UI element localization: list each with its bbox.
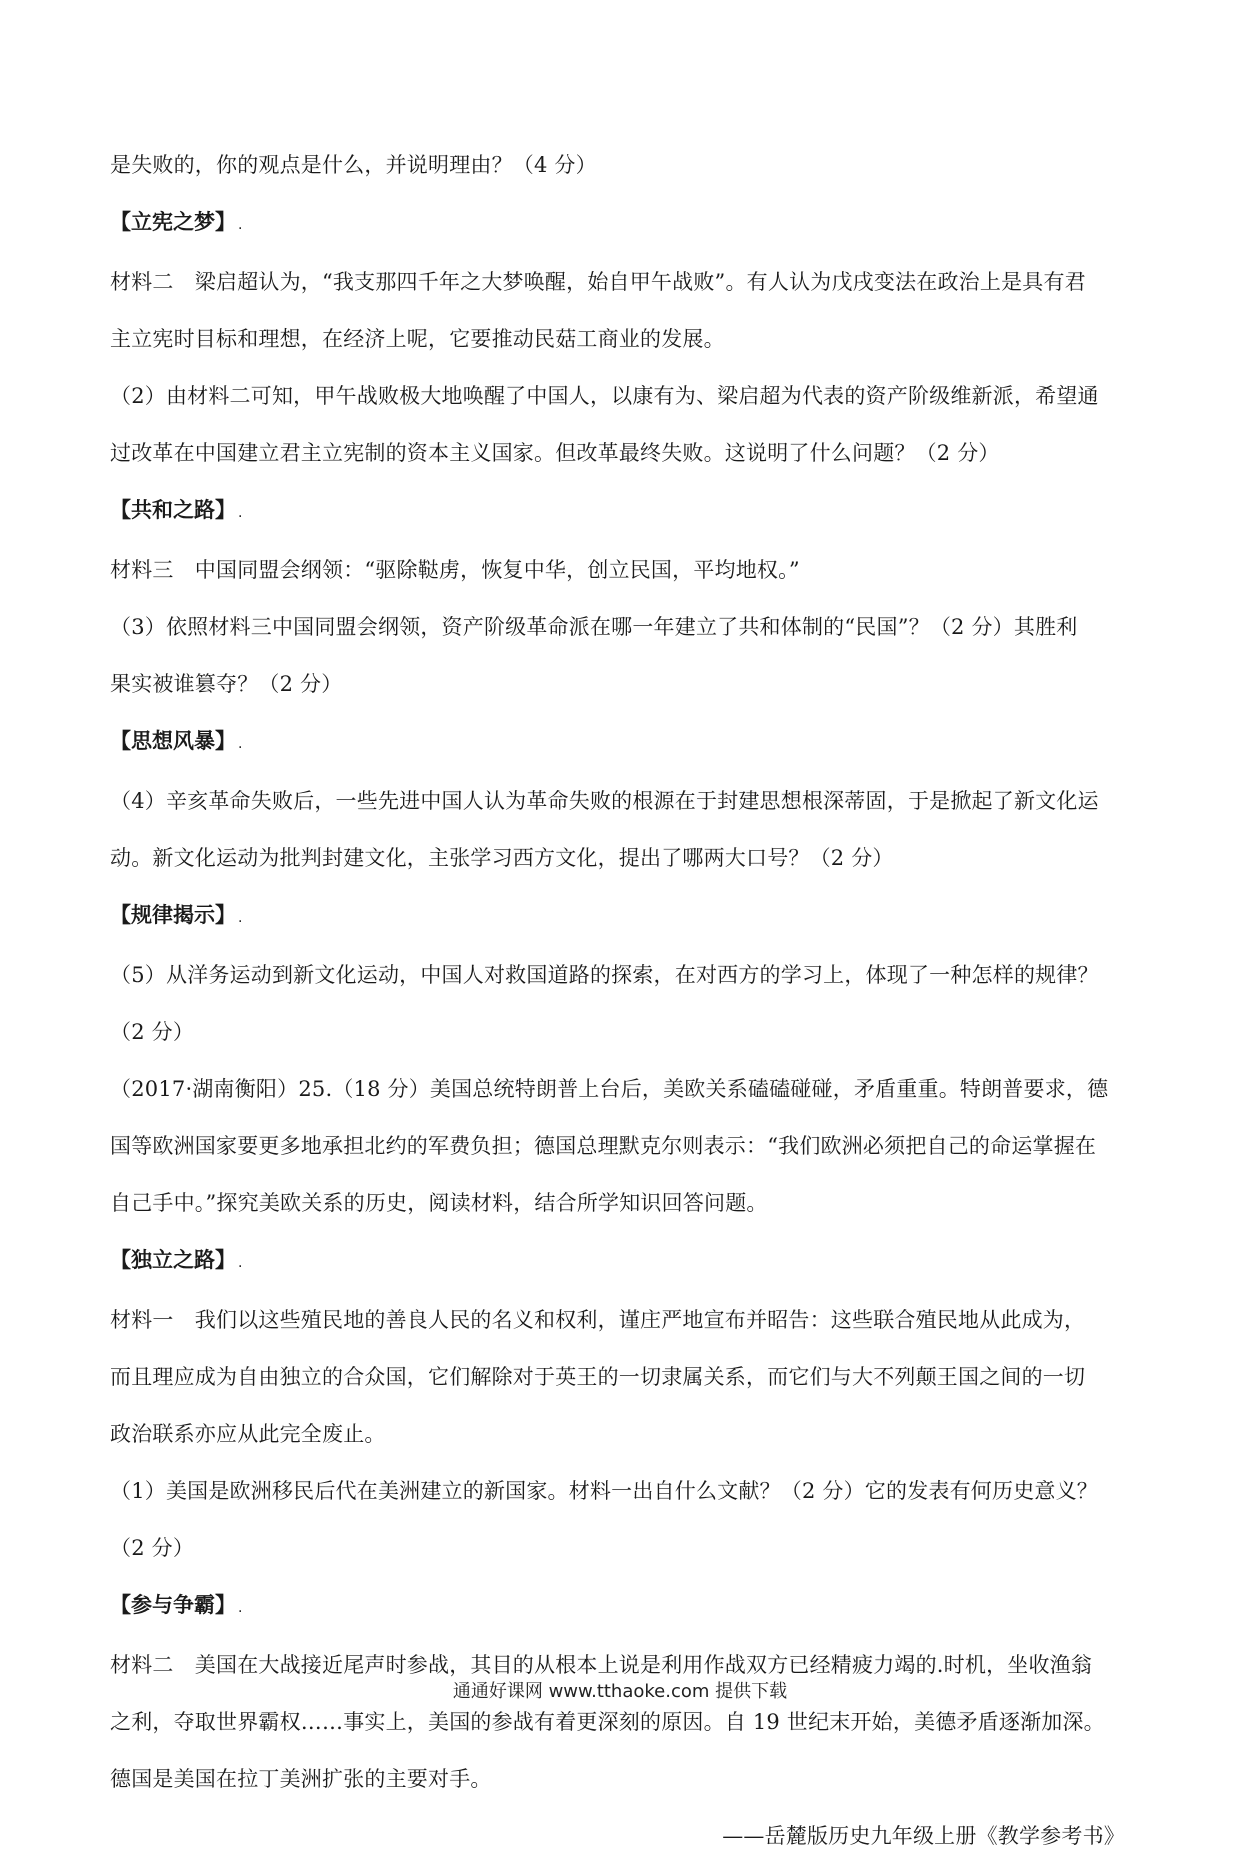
heading-text: 【参与争霸】 <box>110 1593 236 1617</box>
heading-text: 【共和之路】 <box>110 498 236 522</box>
material-line: 材料二 美国在大战接近尾声时参战，其目的从根本上说是利用作战双方已经精疲力竭的.时机，坐收渔翁 <box>110 1653 1093 1677</box>
question-line: （2 分） <box>110 1020 195 1044</box>
section-heading-pattern <box>110 900 1140 933</box>
source-attribution: ——岳麓版历史九年级上册《教学参考书》 <box>722 1824 1125 1848</box>
material-line: 政治联系亦应从此完全废止。 <box>110 1422 386 1446</box>
question-line: （3）依照材料三中国同盟会纲领，资产阶级革命派在哪一年建立了共和体制的“民国”？（2 分）其胜利 <box>110 615 1078 639</box>
question-line: （4）辛亥革命失败后，一些先进中国人认为革命失败的根源在于封建思想根深蒂固，于是掀起了新文化运 <box>110 789 1099 813</box>
heading-text: 【立宪之梦】 <box>110 210 236 234</box>
heading-text: 【独立之路】 <box>110 1248 236 1272</box>
material-line: 而且理应成为自由独立的合众国，它们解除对于英王的一切隶属关系，而它们与大不列颠王国之间的一切 <box>110 1365 1086 1389</box>
material-line: 德国是美国在拉丁美洲扩张的主要对手。 <box>110 1767 492 1791</box>
heading-dot: . <box>238 505 243 521</box>
question-line: （5）从洋务运动到新文化运动，中国人对救国道路的探索，在对西方的学习上，体现了一种怎样的规律？ <box>110 963 1099 987</box>
section-heading-republic <box>110 495 1140 528</box>
heading-text: 【思想风暴】 <box>110 729 236 753</box>
section-heading-independence <box>110 1245 1140 1278</box>
heading-dot: . <box>238 217 243 233</box>
heading-dot: . <box>238 1600 243 1616</box>
heading-dot: . <box>238 736 243 752</box>
question-line: （1）美国是欧洲移民后代在美洲建立的新国家。材料一出自什么文献？（2 分）它的发表有何历史意义？ <box>110 1479 1098 1503</box>
question-line: （2）由材料二可知，甲午战败极大地唤醒了中国人，以康有为、梁启超为代表的资产阶级维新派，希望通 <box>110 384 1099 408</box>
heading-dot: . <box>238 1255 243 1271</box>
question-line: 过改革在中国建立君主立宪制的资本主义国家。但改革最终失败。这说明了什么问题？（2 分） <box>110 441 1000 465</box>
question-intro-line: （2017·湖南衡阳）25.（18 分）美国总统特朗普上台后，美欧关系磕磕碰碰，矛盾重重。特朗普要求，德 <box>110 1077 1109 1101</box>
material-line: 之利，夺取世界霸权……事实上，美国的参战有着更深刻的原因。自 19 世纪末开始，美德矛盾逐渐加深。 <box>110 1710 1105 1734</box>
heading-dot: . <box>238 910 243 926</box>
material-line: 主立宪时目标和理想，在经济上呢，它要推动民菇工商业的发展。 <box>110 327 725 351</box>
question-line: 果实被谁篡夺？（2 分） <box>110 672 343 696</box>
page-footer: 通通好课网 www.tthaoke.com 提供下载 <box>452 1681 788 1702</box>
material-line: 材料二 梁启超认为，“我支那四千年之大梦唤醒，始自甲午战败”。有人认为戊戌变法在政治上是具有君 <box>110 270 1086 294</box>
question-line: （2 分） <box>110 1536 195 1560</box>
question-line: 是失败的，你的观点是什么，并说明理由？（4 分） <box>110 153 597 177</box>
heading-text: 【规律揭示】 <box>110 903 236 927</box>
question-line: 动。新文化运动为批判封建文化，主张学习西方文化，提出了哪两大口号？（2 分） <box>110 846 894 870</box>
question-intro-line: 国等欧洲国家要更多地承担北约的军费负担；德国总理默克尔则表示：“我们欧洲必须把自己的命运掌握在 <box>110 1134 1097 1158</box>
material-line: 材料一 我们以这些殖民地的善良人民的名义和权利，谨庄严地宣布并昭告：这些联合殖民地从此成为， <box>110 1308 1086 1332</box>
document-body <box>110 150 1140 1851</box>
section-heading-constitution <box>110 207 1140 240</box>
section-heading-hegemony <box>110 1590 1140 1623</box>
question-intro-line: 自己手中。”探究美欧关系的历史，阅读材料，结合所学知识回答问题。 <box>110 1191 768 1215</box>
section-heading-thought-storm <box>110 726 1140 759</box>
material-line: 材料三 中国同盟会纲领：“驱除鞑虏，恢复中华，创立民国，平均地权。” <box>110 558 800 582</box>
